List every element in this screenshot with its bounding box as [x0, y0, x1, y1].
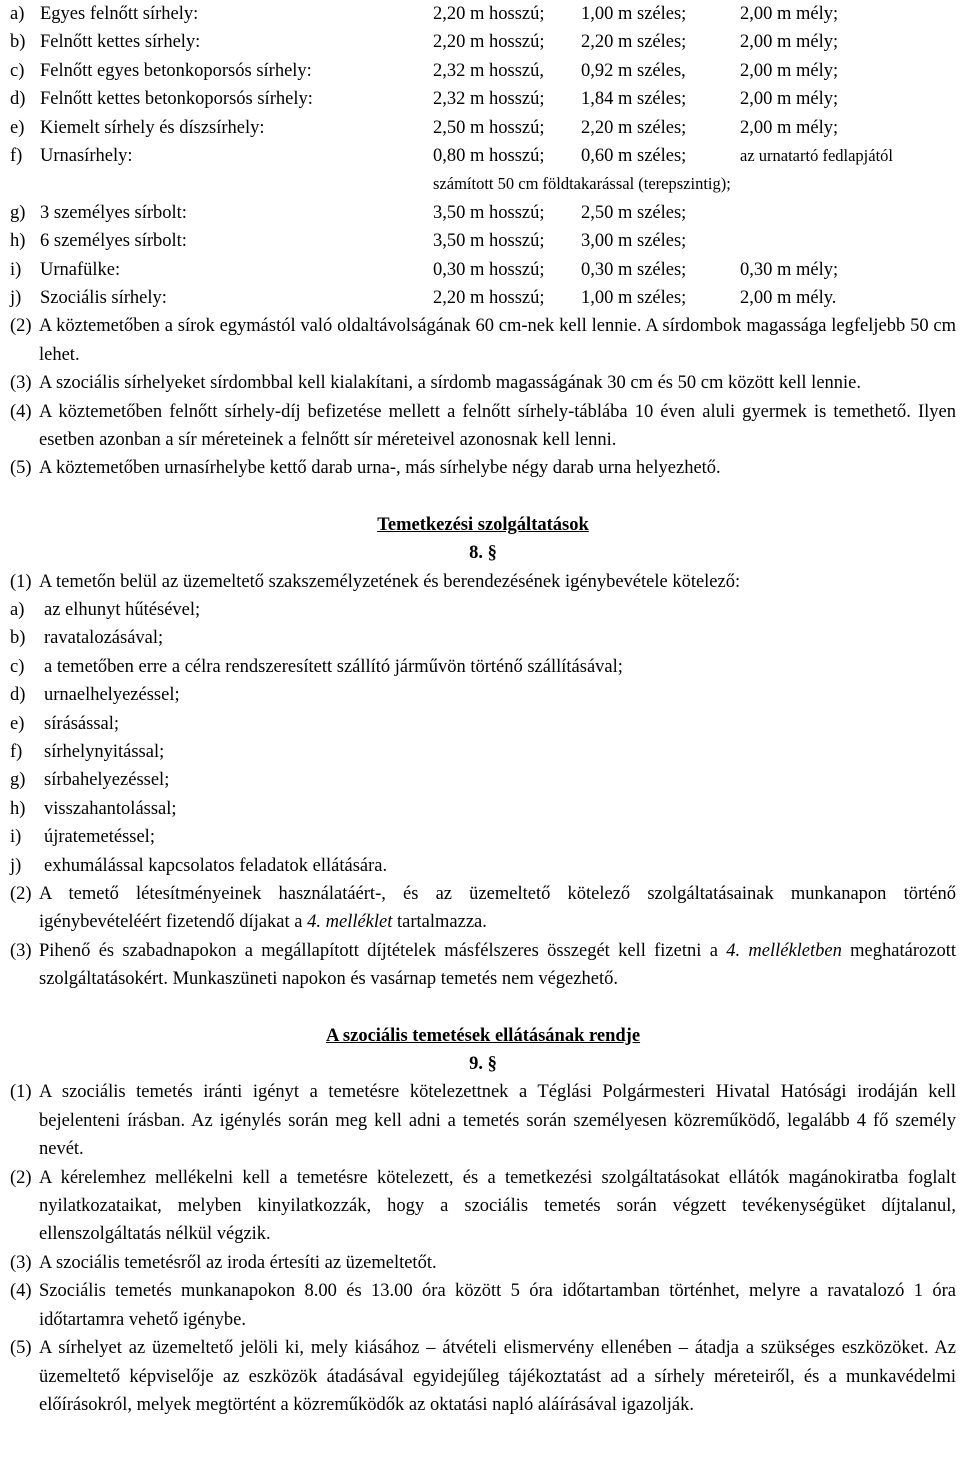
item-depth: 2,00 m mély;: [740, 60, 839, 81]
item-text: sírásással;: [44, 713, 120, 734]
item-text: az elhunyt hűtésével;: [44, 599, 201, 620]
item-depth: 0,30 m mély;: [740, 259, 839, 280]
paragraph-text-part: Pihenő és szabadnapokon a megállapított díjtételek másfélszeres összegét kell fizetni a: [39, 940, 727, 961]
paragraph: [10, 1164, 956, 1249]
paragraph-text-part: A temető létesítményeinek használatáért-, és az üzemeltető kötelező szolgáltatásainak munkanapon történő igénybevételéért fizetendő díjakat a: [39, 884, 956, 933]
section9-number: 9. §: [469, 1054, 497, 1075]
dimension-row-h: [10, 227, 956, 255]
dimension-row-e: [10, 114, 956, 142]
list-item: [10, 852, 956, 880]
item-text: exhumálással kapcsolatos feladatok ellátására.: [44, 855, 388, 876]
paragraph-number: (1): [10, 1082, 32, 1103]
list-item: [10, 653, 956, 681]
item-width: 1,00 m széles;: [581, 287, 687, 308]
item-letter: a): [10, 599, 25, 620]
item-name: Egyes felnőtt sírhely:: [40, 4, 199, 24]
paragraph-text: [39, 880, 956, 937]
paragraph-text: Szociális temetés munkanapokon 8.00 és 13.00 óra között 5 óra időtartamban történhet, melyre a ravatalozó 1 óra időtartamra vehető igénybe.: [39, 1281, 956, 1330]
service-list: [10, 596, 956, 880]
item-letter: g): [10, 770, 26, 791]
paragraph: [10, 880, 956, 937]
item-letter: i): [10, 259, 22, 280]
list-item: [10, 681, 956, 709]
item-letter: a): [10, 4, 25, 24]
paragraph: [10, 568, 956, 596]
list-item: [10, 624, 956, 652]
paragraph-number: (5): [10, 458, 32, 479]
item-letter: e): [10, 713, 25, 734]
paragraph-number: (1): [10, 571, 32, 592]
list-item: [10, 795, 956, 823]
item-depth: 2,00 m mély.: [740, 287, 837, 308]
item-width: 0,60 m széles;: [581, 145, 687, 166]
item-text: sírbahelyezéssel;: [44, 770, 170, 791]
paragraph-text: A kérelemhez mellékelni kell a temetésre kötelezett, és a temetkezési szolgáltatásokat ellátók magánokiratba foglalt nyilatkozataikat, melyben kinyilatkozzák, hogy a szociális temetés során végzett tevékenységüket díjtalanul, ellenszolgáltatás nélkül végzik.: [39, 1167, 956, 1245]
item-width: 1,00 m széles;: [581, 4, 687, 24]
item-length: 0,30 m hosszú;: [433, 259, 545, 280]
paragraph-number: (3): [10, 1252, 32, 1273]
item-name: Urnasírhely:: [40, 145, 133, 166]
paragraph-text: A szociális sírhelyeket sírdombbal kell kialakítani, a sírdomb magasságának 30 cm és 50 cm között kell lennie.: [39, 373, 862, 394]
item-text: visszahantolással;: [44, 798, 177, 819]
paragraph-text: A temetőn belül az üzemeltető szakszemélyzetének és berendezésének igénybevétele kötelező:: [39, 571, 741, 592]
paragraph: [10, 1078, 956, 1163]
item-width: 3,00 m széles;: [581, 231, 687, 252]
item-width: 0,92 m széles,: [581, 60, 686, 81]
item-depth: az urnatartó fedlapjától: [740, 145, 894, 165]
list-item: [10, 766, 956, 794]
dimension-row-a: [10, 0, 956, 28]
item-letter: d): [10, 685, 26, 706]
item-letter: f): [10, 741, 23, 762]
item-letter: i): [10, 827, 22, 848]
item-name: Szociális sírhely:: [40, 287, 167, 308]
dimension-row-b: [10, 28, 956, 56]
paragraph: [10, 312, 956, 369]
paragraph-text: A köztemetőben a sírok egymástól való oldaltávolságának 60 cm-nek kell lennie. A sírdombok magassága legfeljebb 50 cm lehet.: [39, 316, 956, 365]
item-name: Felnőtt egyes betonkoporsós sírhely:: [40, 60, 312, 81]
item-depth: 2,00 m mély;: [740, 117, 839, 138]
item-letter: g): [10, 202, 26, 223]
item-text: urnaelhelyezéssel;: [44, 685, 180, 706]
item-depth: 2,00 m mély;: [740, 4, 839, 24]
paragraph-text-part: meghatározott szolgáltatásokért. Munkaszüneti napokon és vasárnap temetés nem végezhető.: [39, 940, 956, 990]
item-width: 2,20 m széles;: [581, 32, 687, 53]
item-letter: h): [10, 798, 26, 819]
dimension-row-c: [10, 57, 956, 85]
paragraph: [10, 398, 956, 455]
item-length: 3,50 m hosszú;: [433, 231, 545, 252]
paragraph-number: (3): [10, 373, 32, 394]
item-letter: e): [10, 117, 25, 138]
paragraph-text: A köztemetőben urnasírhelybe kettő darab urna-, más sírhelybe négy darab urna helyezhető.: [39, 458, 721, 479]
paragraph: [10, 1334, 956, 1419]
item-length: 0,80 m hosszú;: [433, 145, 545, 166]
item-width: 2,50 m széles;: [581, 202, 687, 223]
item-length: 2,20 m hosszú;: [433, 287, 545, 308]
annex-reference: 4. melléklet: [307, 912, 393, 933]
grave-dimensions-list: [10, 0, 956, 312]
dimension-row-f-note: számított 50 cm földtakarással (terepszintig);: [433, 174, 731, 194]
item-name: Felnőtt kettes sírhely:: [40, 32, 201, 53]
list-item: [10, 596, 956, 624]
list-item: [10, 823, 956, 851]
section9-paragraphs: [10, 1078, 956, 1419]
item-letter: b): [10, 628, 26, 649]
annex-reference: 4. mellékletben: [726, 940, 842, 961]
item-width: 1,84 m széles;: [581, 89, 687, 110]
section9-heading: A szociális temetések ellátásának rendje: [325, 1025, 641, 1046]
item-text: a temetőben erre a célra rendszeresített szállító járművön történő szállításával;: [44, 656, 623, 677]
paragraph: [10, 1249, 956, 1277]
item-length: 3,50 m hosszú;: [433, 202, 545, 223]
item-length: 2,20 m hosszú;: [433, 32, 545, 53]
paragraph: [10, 454, 956, 482]
paragraph-text: [39, 937, 956, 994]
item-name: 6 személyes sírbolt:: [40, 231, 187, 252]
item-text: újratemetéssel;: [44, 827, 155, 848]
dimension-row-f: [10, 142, 956, 170]
item-letter: j): [10, 287, 22, 308]
item-name: Urnafülke:: [40, 259, 121, 280]
paragraph-text: A szociális temetésről az iroda értesíti az üzemeltetőt.: [39, 1252, 437, 1273]
paragraph: [10, 369, 956, 397]
item-name: Felnőtt kettes betonkoporsós sírhely:: [40, 89, 313, 110]
item-letter: j): [10, 855, 22, 876]
paragraph: [10, 1277, 956, 1334]
item-letter: c): [10, 60, 25, 81]
section8-number: 8. §: [469, 543, 497, 564]
paragraph-number: (2): [10, 884, 32, 905]
item-letter: b): [10, 32, 26, 53]
paragraph-text: A köztemetőben felnőtt sírhely-díj befizetése mellett a felnőtt sírhely-táblába 10 éven aluli gyermek is temethető. Ilyen esetben azonban a sír méreteinek a felnőtt sír méreteivel azonosnak kell lenni.: [39, 401, 956, 450]
dimension-row-d: [10, 85, 956, 113]
item-letter: d): [10, 89, 26, 110]
paragraph: [10, 937, 956, 994]
paragraph-text: A sírhelyet az üzemeltető jelöli ki, mely kiásához – átvételi elismervény ellenében – átadja a szükséges eszközöket. Az üzemeltető képviselője az eszközök átadásával egyidejűleg tájékoztatást ad a sírhely méreteiről, és a munkavédelmi előírásokról, melyek megtörtént a közreműködők az oktatási napló aláírásával igazolják.: [39, 1338, 956, 1415]
item-letter: h): [10, 231, 26, 252]
paragraph-number: (2): [10, 316, 32, 337]
item-text: sírhelynyitással;: [44, 741, 165, 762]
section7-paragraphs: [10, 312, 956, 482]
item-name: Kiemelt sírhely és díszsírhely:: [40, 117, 265, 138]
item-width: 2,20 m széles;: [581, 117, 687, 138]
list-item: [10, 738, 956, 766]
item-depth: 2,00 m mély;: [740, 89, 839, 110]
dimension-row-i: [10, 256, 956, 284]
item-letter: c): [10, 656, 25, 677]
section8-heading: Temetkezési szolgáltatások: [377, 514, 589, 535]
paragraph-number: (3): [10, 940, 32, 961]
paragraph-number: (2): [10, 1167, 32, 1188]
paragraph-text-part: tartalmazza.: [392, 912, 487, 933]
item-name: 3 személyes sírbolt:: [40, 202, 187, 223]
item-depth: 2,00 m mély;: [740, 32, 839, 53]
list-item: [10, 710, 956, 738]
item-text: ravatalozásával;: [44, 628, 164, 649]
paragraph-text: A szociális temetés iránti igényt a temetésre kötelezettnek a Téglási Polgármesteri Hivatal Hatósági irodáján kell bejelenteni írásban. Az igénylés során meg kell adni a temetés során személyesen közreműködő, legalább 4 fő személy nevét.: [39, 1082, 956, 1160]
item-length: 2,50 m hosszú;: [433, 117, 545, 138]
item-letter: f): [10, 145, 23, 166]
dimension-row-g: [10, 199, 956, 227]
dimension-row-j: [10, 284, 956, 312]
document-page: [10, 0, 956, 1419]
item-length: 2,32 m hosszú;: [433, 89, 545, 110]
item-length: 2,20 m hosszú;: [433, 4, 545, 24]
paragraph-number: (4): [10, 401, 32, 422]
item-width: 0,30 m széles;: [581, 259, 687, 280]
paragraph-number: (4): [10, 1281, 32, 1302]
item-length: 2,32 m hosszú,: [433, 60, 544, 81]
paragraph-number: (5): [10, 1338, 32, 1359]
